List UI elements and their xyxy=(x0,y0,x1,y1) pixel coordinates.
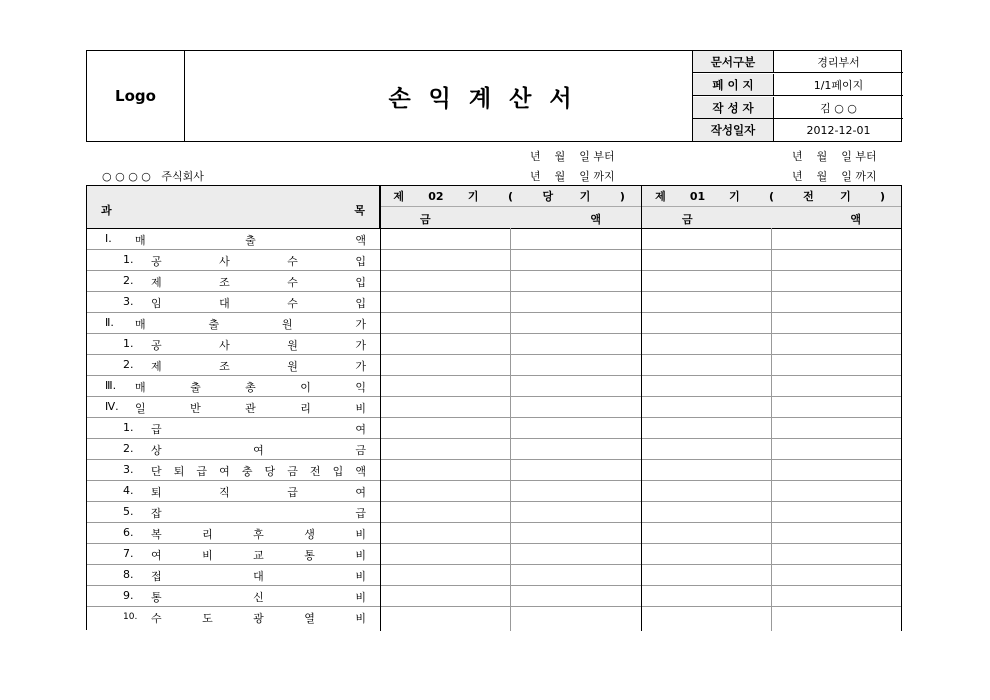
account-label xyxy=(87,229,380,249)
account-label xyxy=(87,481,380,501)
account-label xyxy=(87,250,380,270)
account-number: 10. xyxy=(123,612,138,622)
logo: Logo xyxy=(87,51,185,141)
account-number: Ⅳ. xyxy=(105,400,119,413)
account-label xyxy=(87,502,380,522)
table-row xyxy=(87,501,901,522)
account-number: 2. xyxy=(123,358,134,371)
account-label xyxy=(87,334,380,354)
table-row xyxy=(87,606,901,627)
account-name: 여 비 교 통 비 xyxy=(151,549,366,562)
meta-row-category xyxy=(693,51,903,73)
prior-amount-header xyxy=(642,207,901,228)
account-name: 퇴 직 급 여 xyxy=(151,486,366,499)
meta-key: 작성일자 xyxy=(693,119,774,141)
account-label xyxy=(87,544,380,564)
meta-value: 1/1페이지 xyxy=(813,78,864,92)
account-label xyxy=(87,376,380,396)
table-row xyxy=(87,543,901,564)
amount-header-left: 금 xyxy=(682,213,693,226)
account-number: 9. xyxy=(123,589,134,602)
account-label xyxy=(87,439,380,459)
table-row xyxy=(87,396,901,417)
table-row xyxy=(87,333,901,354)
table-row xyxy=(87,522,901,543)
table-row xyxy=(87,291,901,312)
period-char: 기 xyxy=(729,190,740,203)
account-number: 2. xyxy=(123,442,134,455)
account-name: 임 대 수 입 xyxy=(151,297,366,310)
table-row xyxy=(87,270,901,291)
current-period-to: 년 월 일 까지 xyxy=(530,170,615,183)
account-number: 3. xyxy=(123,463,134,476)
account-label xyxy=(87,397,380,417)
account-name: 일 반 관 리 비 xyxy=(135,402,366,415)
account-number: 5. xyxy=(123,505,134,518)
table-row xyxy=(87,228,901,249)
current-period-header xyxy=(380,186,641,207)
prior-period-from: 년 월 일 부터 xyxy=(792,150,877,163)
income-statement-table xyxy=(86,185,902,630)
account-label xyxy=(87,313,380,333)
account-number: Ⅲ. xyxy=(105,379,117,392)
period-char: ( xyxy=(507,189,513,203)
account-number: 7. xyxy=(123,547,134,560)
column-divider xyxy=(771,228,772,631)
account-number: 3. xyxy=(123,295,134,308)
account-number: 1. xyxy=(123,421,134,434)
account-number: 2. xyxy=(123,274,134,287)
account-name: 제 조 원 가 xyxy=(151,360,366,373)
prior-period-header xyxy=(642,186,901,207)
account-number: 8. xyxy=(123,568,134,581)
period-char: 기 xyxy=(467,190,479,203)
page-title: 손익계산서 xyxy=(388,85,590,112)
meta-value: 경리부서 xyxy=(817,55,860,69)
period-char: 제 xyxy=(655,190,666,203)
meta-row-page xyxy=(693,74,903,96)
table-row xyxy=(87,564,901,585)
prior-period-to: 년 월 일 까지 xyxy=(792,170,877,183)
period-char: 전 xyxy=(803,190,814,203)
period-char: ) xyxy=(879,189,886,203)
account-label xyxy=(87,460,380,480)
meta-key: 작 성 자 xyxy=(693,97,774,118)
table-row xyxy=(87,417,901,438)
current-amount-header xyxy=(380,207,641,228)
column-header-account xyxy=(87,186,380,228)
period-char: 01 xyxy=(689,189,706,203)
account-label xyxy=(87,523,380,543)
account-number: 6. xyxy=(123,526,134,539)
account-label xyxy=(87,418,380,438)
account-name: 잡 급 xyxy=(151,507,366,520)
table-row xyxy=(87,459,901,480)
account-name: 공 사 수 입 xyxy=(151,255,366,268)
account-label xyxy=(87,586,380,606)
meta-value: 김 ○ ○ xyxy=(820,101,857,115)
table-row xyxy=(87,312,901,333)
period-char: 02 xyxy=(428,189,444,203)
period-char: 기 xyxy=(579,190,591,203)
table-row xyxy=(87,480,901,501)
amount-header-left: 금 xyxy=(420,213,431,226)
period-char: 당 xyxy=(542,190,554,203)
meta-key: 페 이 지 xyxy=(693,74,774,95)
account-name: 통 신 비 xyxy=(151,591,366,604)
account-name: 매 출 총 이 익 xyxy=(135,381,366,394)
period-char: 기 xyxy=(840,190,851,203)
account-number: Ⅱ. xyxy=(105,316,114,329)
table-right-edge xyxy=(901,186,902,631)
amount-header-right: 액 xyxy=(850,213,861,226)
table-row xyxy=(87,354,901,375)
account-number: Ⅰ. xyxy=(105,232,112,245)
current-period-from: 년 월 일 부터 xyxy=(530,150,615,163)
column-divider xyxy=(510,228,511,631)
column-header-right: 목 xyxy=(354,204,365,217)
account-name: 제 조 수 입 xyxy=(151,276,366,289)
column-divider xyxy=(380,186,381,631)
account-name: 급 여 xyxy=(151,423,366,436)
meta-row-date xyxy=(693,119,903,141)
account-name: 매 출 액 xyxy=(135,234,366,247)
account-label xyxy=(87,565,380,585)
document-meta xyxy=(692,51,903,141)
table-row xyxy=(87,375,901,396)
account-name: 복 리 후 생 비 xyxy=(151,528,366,541)
account-label xyxy=(87,292,380,312)
column-header-left: 과 xyxy=(101,204,112,217)
account-name: 상 여 금 xyxy=(151,444,366,457)
account-number: 1. xyxy=(123,337,134,350)
meta-key: 문서구분 xyxy=(693,51,774,72)
table-row xyxy=(87,585,901,606)
account-number: 1. xyxy=(123,253,134,266)
account-label xyxy=(87,271,380,291)
period-char: ( xyxy=(768,189,775,203)
account-name: 수 도 광 열 비 xyxy=(151,612,366,625)
amount-header-right: 액 xyxy=(590,213,601,226)
account-label xyxy=(87,607,380,627)
account-name: 단 퇴 급 여 충 당 금 전 입 액 xyxy=(151,465,366,478)
account-name: 공 사 원 가 xyxy=(151,339,366,352)
period-char: ) xyxy=(619,189,625,203)
period-char: 제 xyxy=(393,190,404,203)
document-header xyxy=(86,50,902,142)
table-row xyxy=(87,438,901,459)
table-row xyxy=(87,249,901,270)
company-name: ○ ○ ○ ○ 주식회사 xyxy=(102,170,204,183)
meta-value: 2012-12-01 xyxy=(806,123,871,137)
column-divider xyxy=(641,186,642,631)
account-number: 4. xyxy=(123,484,134,497)
account-name: 접 대 비 xyxy=(151,570,366,583)
account-name: 매 출 원 가 xyxy=(135,318,366,331)
account-label xyxy=(87,355,380,375)
meta-row-author xyxy=(693,97,903,119)
